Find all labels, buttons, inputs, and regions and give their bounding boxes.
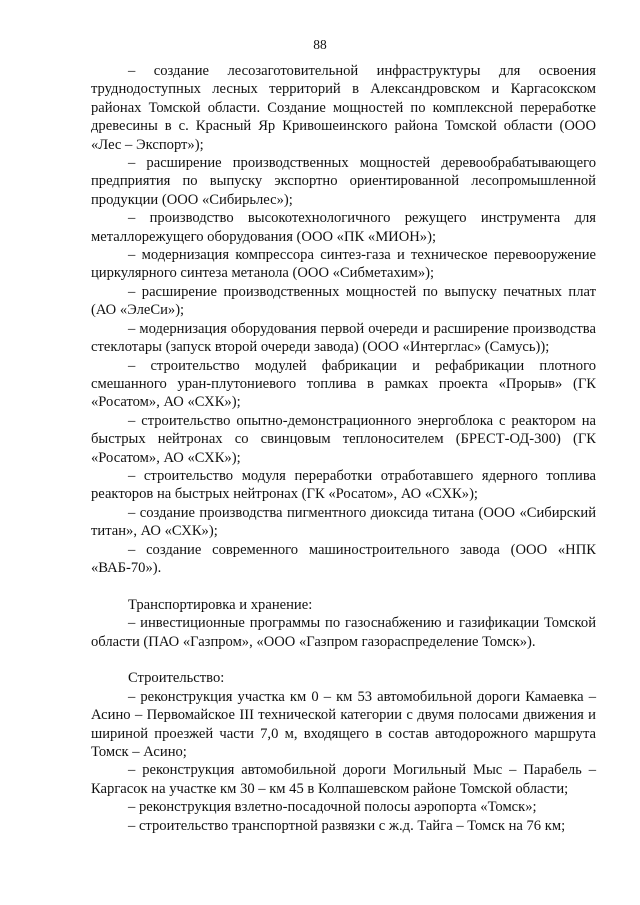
list-item: – строительство модуля переработки отработавшего ядерного топлива реакторов на быстрых нейтронах (ГК «Росатом», АО «СХК»);: [91, 467, 596, 503]
spacer: [91, 651, 596, 669]
list-item: – создание лесозаготовительной инфраструктуры для освоения труднодоступных лесных территорий в Александровском и Каргасокском районах Томской области. Создание мощностей по комплексной переработке древесины в с. Красный Яр Кривошеинского района Томской области (ООО «Лес – Экспорт»);: [91, 63, 596, 153]
list-item: – реконструкция участка км 0 – км 53 автомобильной дороги Камаевка – Асино – Первомайское III технической категории с двумя полосами движения и шириной проезжей части 7,0 м, входящего в состав автодорожного маршрута Томск – Асино;: [91, 688, 596, 760]
section-heading-construction: Строительство:: [128, 670, 225, 687]
list-item: – реконструкция автомобильной дороги Могильный Мыс – Парабель – Каргасок на участке км 30 – км 45 в Колпашевском районе Томской области;: [91, 762, 596, 797]
section-heading-transport: Транспортировка и хранение:: [128, 596, 313, 613]
list-item: – расширение производственных мощностей деревообрабатывающего предприятия по выпуску экспортно ориентированной лесопромышленной продукции (ООО «Сибирьлес»);: [91, 155, 596, 208]
list-item: – создание современного машиностроительного завода (ООО «НПК «ВАБ-70»).: [91, 541, 596, 576]
list-item: – строительство модулей фабрикации и рефабрикации плотного смешанного уран-плутониевого топлива в рамках проекта «Прорыв» (ГК «Росатом», АО «СХК»);: [91, 357, 596, 411]
list-item: – инвестиционные программы по газоснабжению и газификации Томской области (ПАО «Газпром», «ООО «Газпром газораспределение Томск»).: [91, 615, 596, 650]
list-item: – расширение производственных мощностей по выпуску печатных плат (АО «ЭлеСи»);: [91, 283, 596, 319]
list-item: – строительство транспортной развязки с ж.д. Тайга – Томск на 76 км;: [128, 817, 566, 834]
list-item: – модернизация компрессора синтез-газа и техническое перевооружение циркулярного синтеза метанола (ООО «Сибметахим»);: [91, 247, 596, 282]
list-item: – строительство опытно-демонстрационного энергоблока с реактором на быстрых нейтронах со свинцовым теплоносителем (БРЕСТ-ОД-300) (ГК «Росатом», АО «СХК»);: [91, 412, 596, 466]
list-item: – реконструкция взлетно-посадочной полосы аэропорта «Томск»;: [128, 799, 537, 816]
spacer: [91, 577, 596, 595]
list-item: – производство высокотехнологичного режущего инструмента для металлорежущего оборудования (ООО «ПК «МИОН»);: [91, 210, 596, 245]
document-body: [91, 62, 596, 835]
list-item: – модернизация оборудования первой очереди и расширение производства стеклотары (запуск второй очереди завода) (ООО «Интерглас» (Самусь));: [91, 320, 596, 356]
list-item: – создание производства пигментного диоксида титана (ООО «Сибирский титан», АО «СХК»);: [91, 504, 596, 540]
page-number: 88: [313, 37, 327, 52]
